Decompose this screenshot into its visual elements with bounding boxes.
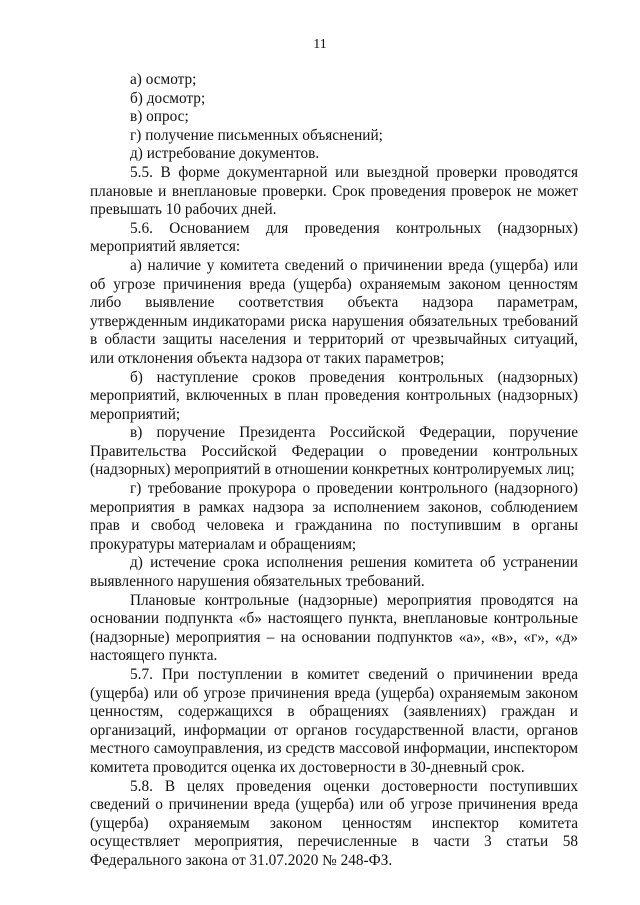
paragraph-5-6-b: б) наступление сроков проведения контрольных (надзорных) мероприятий, включенных в план проведения контрольных (надзорных) мероприятий; — [90, 368, 578, 423]
paragraph-5-6-g: г) требование прокурора о проведении контрольного (надзорного) мероприятия в рамках надзора за исполнением законов, соблюдением прав и свобод человека и гражданина по поступившим в органы прокуратуры материалам и обращениям; — [90, 480, 578, 553]
list-item-written-explanations: г) получение письменных объяснений; — [130, 126, 383, 144]
paragraph-5-7: 5.7. При поступлении в комитет сведений о причинении вреда (ущерба) или об угрозе причинения вреда (ущерба) охраняемым законом ценностям, содержащихся в обращениях (заявлениях) граждан и организаций, информации от органов государственной власти, органов местного самоуправления, из средств массовой информации, инспектором комитета проводится оценка их достоверности в 30-дневный срок. — [90, 666, 578, 776]
page-number: 11 — [313, 37, 327, 52]
list-item-search: б) досмотр; — [130, 89, 206, 107]
paragraph-5-6-a: а) наличие у комитета сведений о причинении вреда (ущерба) или об угрозе причинения вреда (ущерба) охраняемым законом ценностям либо выявление соответствия объекта надзора параметрам, утвержденным индикаторами риска нарушения обязательных требований в области защиты населения и территорий от чрезвычайных ситуаций, или отклонения объекта надзора от таких параметров; — [90, 256, 578, 367]
document-body — [90, 71, 578, 871]
list-item-survey: в) опрос; — [130, 108, 189, 126]
list-item-inspection: а) осмотр; — [130, 71, 197, 88]
paragraph-planned-events: Плановые контрольные (надзорные) мероприятия проводятся на основании подпункта «б» настоящего пункта, внеплановые контрольные (надзорные) мероприятия – на основании подпунктов «а», «в», «г», «д» настоящего пункта. — [90, 591, 578, 665]
paragraph-5-5: 5.5. В форме документарной или выездной проверки проводятся плановые и внеплановые проверки. Срок проведения проверок не может превышать 10 рабочих дней. — [90, 163, 578, 219]
paragraph-5-6-d: д) истечение срока исполнения решения комитета об устранении выявленного нарушения обязательных требований. — [90, 554, 578, 591]
paragraph-5-8: 5.8. В целях проведения оценки достоверности поступивших сведений о причинении вреда (ущерба) или об угрозе причинения вреда (ущерба) охраняемым законом ценностям инспектор комитета осуществляет мероприятия, перечисленные в части 3 статьи 58 Федерального закона от 31.07.2020 № 248-ФЗ. — [90, 777, 578, 869]
list-item-document-request: д) истребование документов. — [130, 145, 320, 163]
paragraph-5-6-v: в) поручение Президента Российской Федерации, поручение Правительства Российской Федерации о проведении контрольных (надзорных) мероприятий в отношении конкретных контролируемых лиц; — [90, 424, 578, 479]
paragraph-5-6: 5.6. Основанием для проведения контрольных (надзорных) мероприятий является: — [90, 219, 578, 256]
